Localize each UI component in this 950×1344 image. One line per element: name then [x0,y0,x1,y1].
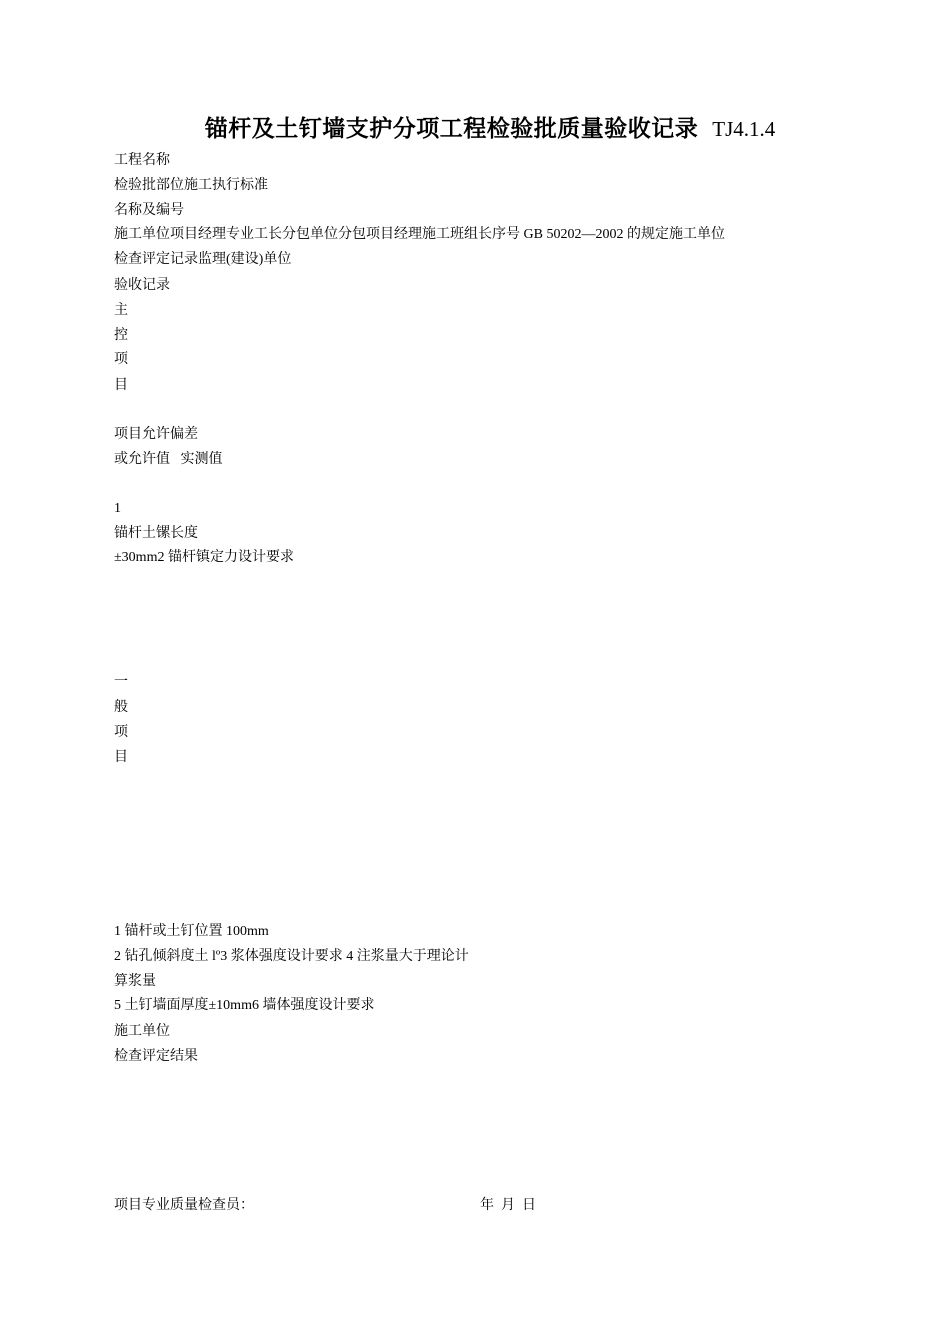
form-code: TJ4.1.4 [712,117,776,141]
construction-unit-label: 施工单位 [114,1024,170,1039]
main-control-char-2: 控 [114,328,128,343]
main-control-char-4: 目 [114,378,128,393]
general-item-5-6: 5 土钉墙面厚度±10mm6 墙体强度设计要求 [114,998,375,1013]
item-tolerance-label: 项目允许偏差 [114,427,198,442]
general-item-char-3: 项 [114,725,128,740]
inspection-result-label: 检查评定结果 [114,1049,198,1064]
item-number: 1 [114,501,121,516]
batch-location-label: 检验批部位施工执行标准 [114,178,268,193]
general-item-2-4: 2 钻孔倾斜度土 lº3 浆体强度设计要求 4 注浆量大于理论计 [114,949,469,964]
header-roles-text: 施工单位项目经理专业工长分包单位分包项目经理施工班组长序号 GB 50202—2002 的规定施工单位 [114,227,725,242]
name-number-label: 名称及编号 [114,203,184,218]
inspection-record-label: 检查评定记录监理(建设)单位 [114,252,292,267]
quality-inspector-label: 项目专业质量检查员： [114,1198,254,1213]
acceptance-record-label: 验收记录 [114,278,170,293]
title-text: 锚杆及土钉墙支护分项工程检验批质量验收记录 [204,116,699,142]
anchor-force-item: ±30mm2 锚杆镇定力设计要求 [114,550,294,565]
general-item-char-1: 一 [114,675,128,690]
main-control-char-3: 项 [114,352,128,367]
date-label: 年 月 日 [480,1198,536,1213]
main-control-char-1: 主 [114,303,128,318]
general-item-char-4: 目 [114,750,128,765]
grout-volume-text: 算浆量 [114,974,156,989]
document-title [0,110,950,143]
general-item-char-2: 般 [114,700,128,715]
allowed-measured-label: 或允许值 实测值 [114,452,223,467]
general-item-1: 1 锚杆或土钉位置 100mm [114,924,269,939]
project-name-label: 工程名称 [114,153,170,168]
anchor-length-item: 锚杆土镙长度 [114,526,198,541]
